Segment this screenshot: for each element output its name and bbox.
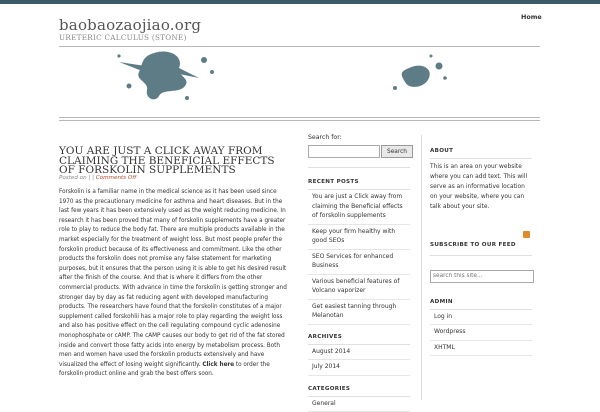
nav-home-link[interactable]: Home (521, 13, 542, 21)
site-tagline: URETERIC CALCULUS (STONE) (59, 33, 187, 42)
post-body-end: to order the forskolin product online and grab the best offers soon. (59, 362, 270, 378)
rss-icon[interactable] (523, 231, 530, 238)
site-title[interactable]: baobaozaojiao.org (59, 16, 201, 34)
categories-title: CATEGORIES (308, 386, 410, 392)
categories-list (308, 397, 410, 412)
about-title: ABOUT (430, 148, 532, 154)
post-title[interactable]: YOU ARE JUST A CLICK AWAY FROM CLAIMING THE BENEFICIAL EFFECTS OF FORSKOLIN SUPPLEMENTS (59, 147, 291, 176)
top-bar (0, 0, 600, 4)
ink-splash-banner (59, 48, 540, 108)
about-divider (430, 158, 532, 159)
admin-xhtml-link[interactable]: XHTML (430, 341, 532, 357)
click-here-link[interactable]: Click here (202, 362, 234, 368)
recent-post-item[interactable]: Various beneficial features of Volcano vaporizer (308, 275, 410, 300)
site-search-input[interactable] (430, 270, 534, 283)
sidebar-divider (421, 135, 422, 400)
admin-login-link[interactable]: Log in (430, 310, 532, 326)
archives-list (308, 345, 410, 376)
recent-post-item[interactable]: Get easiest tanning through Melanotan (308, 300, 410, 325)
recent-post-item[interactable]: Keep your firm healthy with good SEOs (308, 225, 410, 250)
archives-title: ARCHIVES (308, 334, 410, 340)
admin-list (430, 310, 532, 357)
recent-post-item[interactable]: You are just a Click away from claiming the Beneficial effects of forskolin supplements (308, 190, 410, 225)
search-label: Search for: (308, 134, 410, 141)
archive-item[interactable]: July 2014 (308, 360, 410, 376)
post-meta-posted: Posted on (59, 175, 87, 181)
feed-row (430, 231, 532, 250)
middle-sidebar (308, 134, 410, 412)
post-meta-sep: | | (88, 175, 94, 181)
search-button[interactable]: Search (381, 145, 413, 158)
feed-divider (430, 255, 532, 256)
category-item[interactable]: General (308, 397, 410, 412)
admin-title: ADMIN (430, 299, 532, 305)
recent-posts-title: RECENT POSTS (308, 179, 410, 185)
search-divider (308, 167, 410, 168)
recent-post-item[interactable]: SEO Services for enhanced Business (308, 250, 410, 275)
header-divider (59, 46, 540, 47)
recent-posts-list (308, 190, 410, 325)
post-meta (59, 175, 136, 181)
banner-divider-top (59, 117, 540, 118)
post-body-text: Forskolin is a familiar name in the medical science as it has been used since 1970 as the precautionary medicine for asthma and heart diseases. But in the last few years it has been extensively used as the weight reducing medicine. In research it has been proved that many of forskolin supplements have a greater role to play to reduce the body fat. There are multiple products available in the market especially for the treatment of weight loss. But most people prefer the forskolin product because of its effectiveness and commitment. Like the other products the forskolin does not promise any false statement for marketing purposes, but it ensures that the person using it is able to get his desired result after the finish of the course. And that is where it differs from the other commercial products. With advance in time the forskolin is getting stronger and stronger day by day as fat reducing agent with developed manufacturing products. The researchers have found that the forskolin constitutes of a major supplement called forskohlii has a major role to play regarding the weight loss and also has positive effect on the cell regulating compound cyclic adenosine monophosphate or cAMP. The cAMP causes our body to get rid of the fat stored inside and convert those fatty acids into energy by metabolism process. Both men and women have used the forskolin products extensively and have visualized the effect of losing weight significantly. (59, 189, 287, 368)
archive-item[interactable]: August 2014 (308, 345, 410, 361)
about-text: This is an area on your website where you can add text. This will serve as an informative location on your website, where you can talk about your site. (430, 162, 532, 212)
post-body (59, 188, 292, 380)
banner-divider-bottom (59, 120, 540, 121)
subscribe-feed-title[interactable]: SUBSCRIBE TO OUR FEED (430, 242, 516, 248)
admin-wordpress-link[interactable]: Wordpress (430, 325, 532, 341)
right-sidebar (430, 148, 532, 356)
comments-off-link: Comments Off (96, 175, 137, 181)
search-input[interactable] (308, 145, 380, 158)
